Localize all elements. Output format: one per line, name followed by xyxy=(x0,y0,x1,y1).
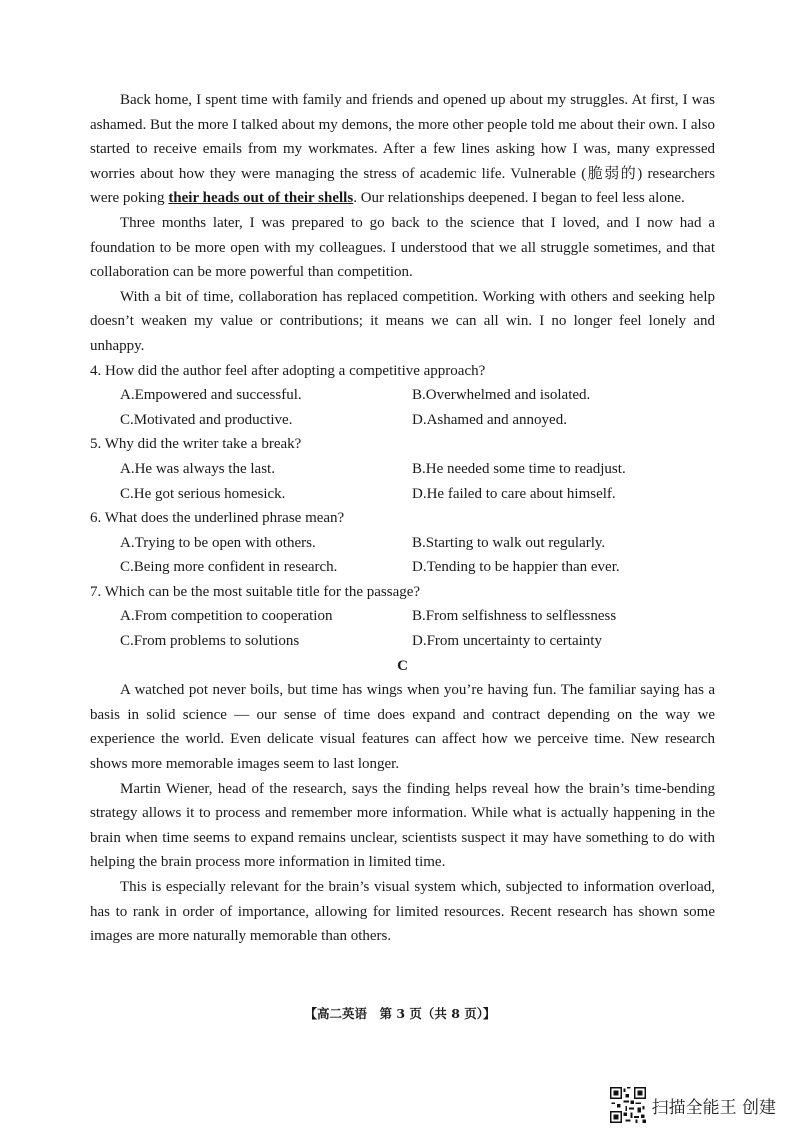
option-b: B.Overwhelmed and isolated. xyxy=(412,387,591,404)
underlined-phrase: their heads out of their shells xyxy=(168,190,354,207)
question-7 xyxy=(90,580,715,654)
question-4 xyxy=(90,359,715,433)
document-body xyxy=(90,88,715,949)
option-b: B.Starting to walk out regularly. xyxy=(412,534,606,551)
passage-c-paragraph-3: This is especially relevant for the brain’s visual system which, subjected to information overload, has to rank in order of importance, allowing for limited resources. Recent research has shown some images are more naturally memorable than others. xyxy=(90,879,715,945)
passage-b-paragraph-3: With a bit of time, collaboration has replaced competition. Working with others and seeking help doesn’t weaken my value or contributions; it means we can all win. I no longer feel lonely and unhappy. xyxy=(90,288,715,354)
options xyxy=(90,604,715,653)
option-c: C.Being more confident in research. xyxy=(120,559,338,576)
watermark-text: 扫描全能王 创建 xyxy=(651,1097,776,1118)
options xyxy=(90,457,715,506)
section-title: C xyxy=(397,657,408,674)
text-segment: . Our relationships deepened. I began to feel less alone. xyxy=(353,190,685,207)
page-footer: 【高二英语 第 3 页（共 8 页）】 xyxy=(304,1006,496,1021)
passage-b-paragraph-1 xyxy=(90,88,715,211)
option-b: B.From selfishness to selflessness xyxy=(412,608,617,625)
option-d: D.Ashamed and annoyed. xyxy=(412,411,567,428)
option-c: C.From problems to solutions xyxy=(120,633,300,650)
option-a: A.He was always the last. xyxy=(120,460,275,477)
option-a: A.From competition to cooperation xyxy=(120,608,333,625)
question-stem: 7. Which can be the most suitable title for the passage? xyxy=(90,583,421,600)
options xyxy=(90,531,715,580)
qr-code-icon xyxy=(610,1087,646,1123)
question-stem: 5. Why did the writer take a break? xyxy=(90,436,302,453)
option-d: D.Tending to be happier than ever. xyxy=(412,559,620,576)
option-a: A.Empowered and successful. xyxy=(120,387,302,404)
option-b: B.He needed some time to readjust. xyxy=(412,460,626,477)
question-stem: 6. What does the underlined phrase mean? xyxy=(90,510,345,527)
option-d: D.He failed to care about himself. xyxy=(412,485,616,502)
passage-c-paragraph-1: A watched pot never boils, but time has wings when you’re having fun. The familiar saying has a basis in solid science — our sense of time does expand and contract depending on the way we experience the world. Even delicate visual features can affect how we perceive time. New research shows more memorable images seem to last longer. xyxy=(90,682,715,773)
question-6 xyxy=(90,506,715,580)
question-stem: 4. How did the author feel after adopting a competitive approach? xyxy=(90,362,486,379)
scanner-watermark xyxy=(610,1087,776,1123)
option-a: A.Trying to be open with others. xyxy=(120,534,316,551)
passage-b-paragraph-2: Three months later, I was prepared to go back to the science that I loved, and I now had a foundation to be more open with my colleagues. I understood that we all struggle sometimes, and that collaboration can be more powerful than competition. xyxy=(90,214,715,281)
option-c: C.Motivated and productive. xyxy=(120,411,293,428)
option-d: D.From uncertainty to certainty xyxy=(412,633,602,650)
options xyxy=(90,383,715,432)
option-c: C.He got serious homesick. xyxy=(120,485,286,502)
question-5 xyxy=(90,432,715,506)
text-segment: Back home, I spent time with family and friends and opened up about my struggles. At first, I was ashamed. But the more I talked about my demons, the more other people told me about their own. I also started to receive emails from my workmates. After a few lines asking how I was, many expressed worries about how they were managing the stress of academic life. Vulnerable (脆弱的) researchers were poking xyxy=(90,92,715,207)
passage-c-paragraph-2: Martin Wiener, head of the research, says the finding helps reveal how the brain’s time-bending strategy allows it to process and remember more information. While what is actually happening in the brain when time seems to expand remains unclear, scientists suspect it may have something to do with helping the brain process more information in limited time. xyxy=(90,780,715,871)
